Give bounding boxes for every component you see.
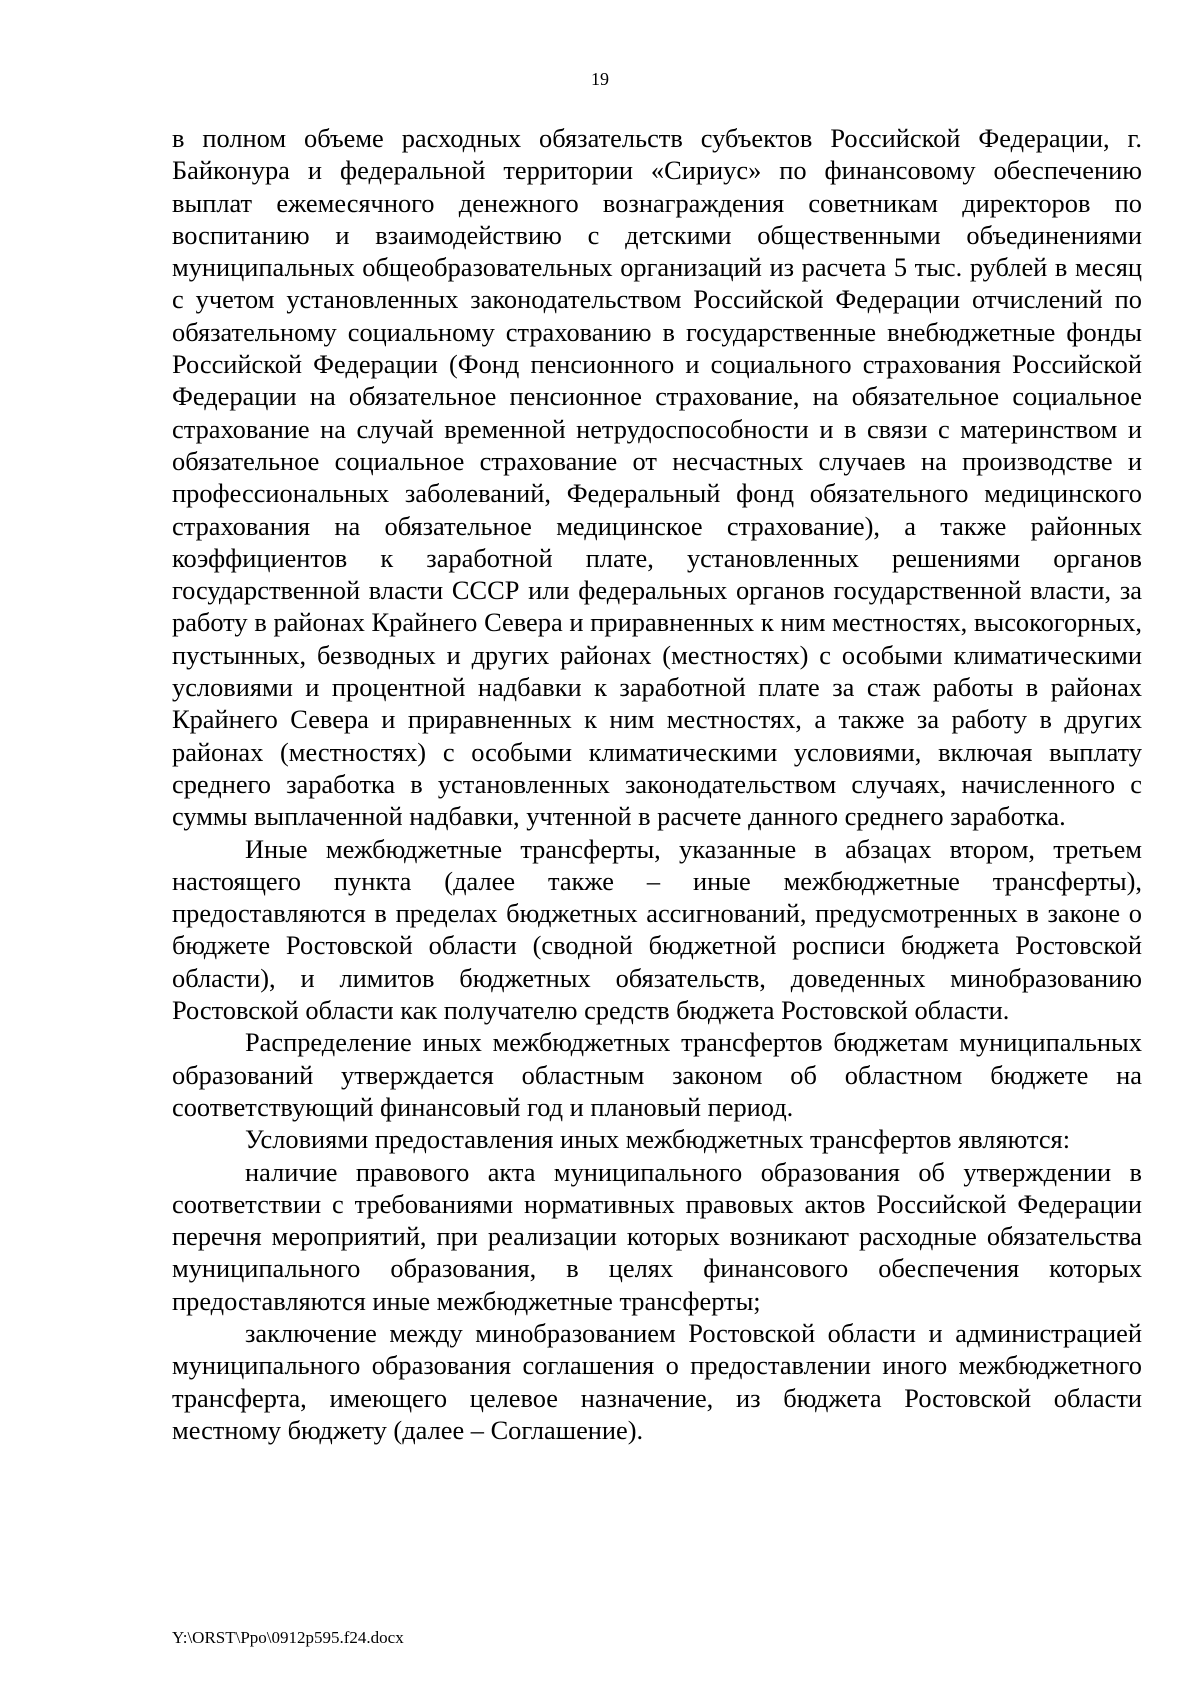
page-number: 19 xyxy=(591,69,609,89)
paragraph-5: наличие правового акта муниципального образования об утверждении в соответствии с требованиями нормативных правовых актов Российской Федерации перечня мероприятий, при реализации которых возникают расходные обязательства муниципального образования, в целях финансового обеспечения которых предоставляются иные межбюджетные трансферты; xyxy=(172,1156,1142,1316)
paragraph-2: Иные межбюджетные трансферты, указанные в абзацах втором, третьем настоящего пункта (далее также – иные межбюджетные трансферты), предоставляются в пределах бюджетных ассигнований, предусмотренных в законе о бюджете Ростовской области (сводной бюджетной росписи бюджета Ростовской области), и лимитов бюджетных обязательств, доведенных минобразованию Ростовской области как получателю средств бюджета Ростовской области. xyxy=(172,833,1142,1026)
paragraph-6: заключение между минобразованием Ростовской области и администрацией муниципального образования соглашения о предоставлении иного межбюджетного трансферта, имеющего целевое назначение, из бюджета Ростовской области местному бюджету (далее – Соглашение). xyxy=(172,1317,1142,1445)
footer-file-path: Y:\ORST\Ppo\0912p595.f24.docx xyxy=(172,1628,404,1647)
paragraph-1: в полном объеме расходных обязательств субъектов Российской Федерации, г. Байконура и федеральной территории «Сириус» по финансовому обеспечению выплат ежемесячного денежного вознаграждения советникам директоров по воспитанию и взаимодействию с детскими общественными объединениями муниципальных общеобразовательных организаций из расчета 5 тыс. рублей в месяц с учетом установленных законодательством Российской Федерации отчислений по обязательному социальному страхованию в государственные внебюджетные фонды Российской Федерации (Фонд пенсионного и социального страхования Российской Федерации на обязательное пенсионное страхование, на обязательное социальное страхование на случай временной нетрудоспособности и в связи с материнством и обязательное социальное страхование от несчастных случаев на производстве и профессиональных заболеваний, Федеральный фонд обязательного медицинского страхования на обязательное медицинское страхование), а также районных коэффициентов к заработной плате, установленных решениями органов государственной власти СССР или федеральных органов государственной власти, за работу в районах Крайнего Севера и приравненных к ним местностях, высокогорных, пустынных, безводных и других районах (местностях) с особыми климатическими условиями и процентной надбавки к заработной плате за стаж работы в районах Крайнего Севера и приравненных к ним местностях, а также за работу в других районах (местностях) с особыми климатическими условиями, включая выплату среднего заработка в установленных законодательством случаях, начисленного с суммы выплаченной надбавки, учтенной в расчете данного среднего заработка. xyxy=(172,123,1142,832)
paragraph-4: Условиями предоставления иных межбюджетных трансфертов являются: xyxy=(245,1124,1071,1155)
document-body xyxy=(172,122,1142,1446)
paragraph-3: Распределение иных межбюджетных трансфертов бюджетам муниципальных образований утверждается областным законом об областном бюджете на соответствующий финансовый год и плановый период. xyxy=(172,1027,1142,1122)
